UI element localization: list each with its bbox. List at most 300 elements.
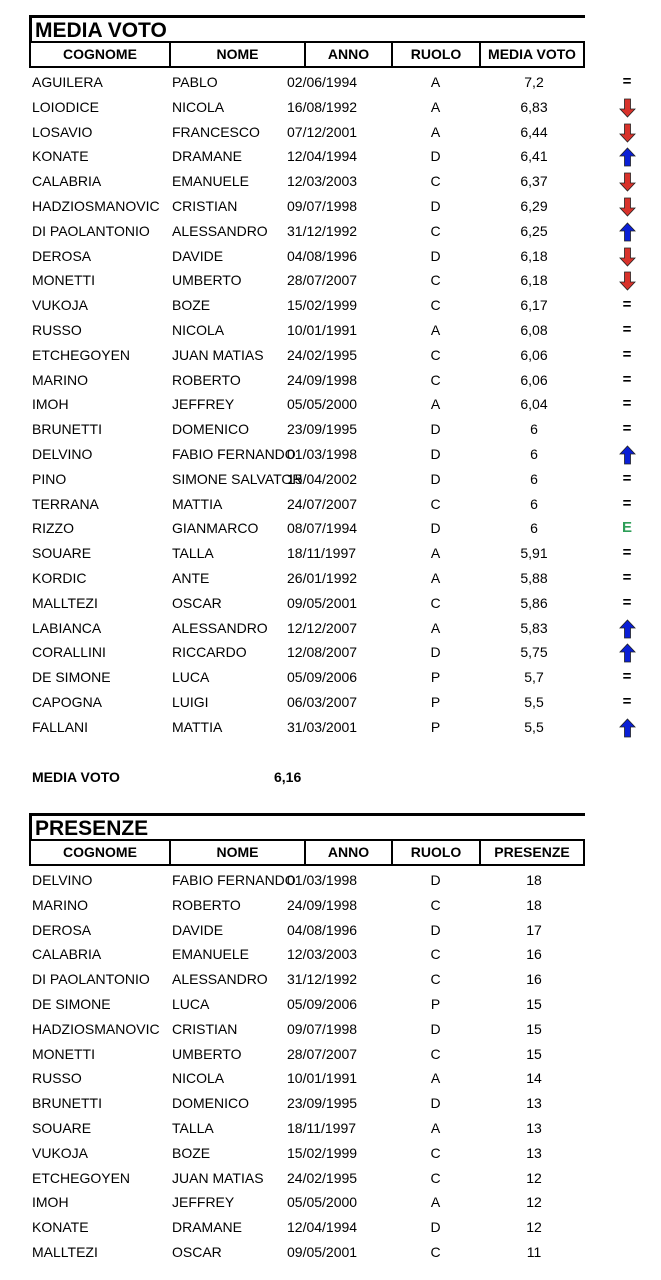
ruolo-cell: D <box>430 520 441 537</box>
header-ruolo: RUOLO <box>393 41 481 68</box>
cognome-cell: IMOH <box>32 1194 69 1211</box>
table-row <box>29 219 585 244</box>
ruolo-cell: A <box>430 545 441 562</box>
cognome-cell: SOUARE <box>32 1119 92 1136</box>
nome-cell: GIANMARCO <box>172 520 259 537</box>
table-row <box>29 169 585 194</box>
presenze-rows <box>29 868 585 1265</box>
nome-cell: NICOLA <box>172 321 225 338</box>
media-voto-cell: 5,75 <box>520 644 548 661</box>
cognome-cell: BRUNETTI <box>32 1095 102 1112</box>
table-row <box>29 715 585 740</box>
cognome-cell: DI PAOLANTONIO <box>32 222 150 239</box>
table-row <box>29 942 585 967</box>
nome-cell: ROBERTO <box>172 371 241 388</box>
table-row <box>29 70 632 95</box>
equal-icon: = <box>622 296 632 314</box>
nome-cell: CRISTIAN <box>172 1020 238 1037</box>
anno-cell: 06/03/2007 <box>287 693 358 710</box>
table-row <box>29 1240 585 1265</box>
media-voto-cell: 6 <box>530 421 538 438</box>
presenze-cell: 12 <box>526 1194 542 1211</box>
ruolo-cell: D <box>430 1020 441 1037</box>
cognome-cell: DELVINO <box>32 445 93 462</box>
table-row <box>29 1166 585 1191</box>
arrow-up-icon <box>617 144 637 169</box>
table-row <box>29 144 585 169</box>
table-row <box>29 442 585 467</box>
media-voto-cell: 6,18 <box>520 247 548 264</box>
header-nome: NOME <box>171 41 306 68</box>
presenze-cell: 18 <box>526 896 542 913</box>
ruolo-cell: C <box>430 272 441 289</box>
anno-cell: 10/01/1991 <box>287 321 358 338</box>
equal-icon: = <box>622 420 632 438</box>
table-row <box>29 616 585 641</box>
nome-cell: DOMENICO <box>172 421 249 438</box>
cognome-cell: MONETTI <box>32 1045 95 1062</box>
anno-cell: 18/11/1997 <box>287 1119 357 1136</box>
cognome-cell: AGUILERA <box>32 74 103 90</box>
presenze-section <box>29 813 585 1265</box>
media-voto-cell: 6,17 <box>520 297 548 314</box>
presenze-cell: 16 <box>526 971 542 988</box>
nome-cell: JUAN MATIAS <box>172 346 264 363</box>
ruolo-cell: P <box>430 669 441 686</box>
ruolo-cell: D <box>430 644 441 661</box>
table-row <box>29 868 585 893</box>
equal-icon: = <box>622 370 632 388</box>
presenze-cell: 11 <box>526 1243 542 1260</box>
arrow-down-icon <box>617 194 637 219</box>
cognome-cell: MALLTEZI <box>32 1243 98 1260</box>
nome-cell: OSCAR <box>172 1243 222 1260</box>
media-voto-cell: 6,29 <box>520 197 548 214</box>
ruolo-cell: A <box>430 1119 441 1136</box>
cognome-cell: SOUARE <box>32 545 92 562</box>
anno-cell: 09/07/1998 <box>287 1020 358 1037</box>
cognome-cell: RUSSO <box>32 321 82 338</box>
ruolo-cell: C <box>430 173 441 190</box>
anno-cell: 24/09/1998 <box>287 371 358 388</box>
equal-icon: = <box>622 544 632 562</box>
cognome-cell: ETCHEGOYEN <box>32 1169 131 1186</box>
anno-cell: 15/02/1999 <box>287 297 358 314</box>
cognome-cell: RUSSO <box>32 1070 82 1087</box>
ruolo-cell: D <box>430 148 441 165</box>
nome-cell: LUCA <box>172 669 210 686</box>
media-voto-cell: 6,06 <box>520 346 548 363</box>
table-row <box>29 120 585 145</box>
presenze-cell: 13 <box>526 1144 542 1161</box>
table-row <box>29 591 632 616</box>
presenze-cell: 16 <box>526 946 542 963</box>
nome-cell: OSCAR <box>172 594 222 611</box>
table-row <box>29 1017 585 1042</box>
table-row <box>29 194 585 219</box>
media-voto-cell: 6,37 <box>520 173 548 190</box>
anno-cell: 18/11/1997 <box>287 545 357 562</box>
equal-icon: = <box>622 469 632 487</box>
cognome-cell: MALLTEZI <box>32 594 98 611</box>
equal-icon: = <box>622 395 632 413</box>
arrow-up-icon <box>617 640 637 665</box>
table-row <box>29 368 632 393</box>
average-value: 6,16 <box>274 769 302 785</box>
ruolo-cell: P <box>430 693 441 710</box>
nome-cell: DOMENICO <box>172 1095 249 1112</box>
media-voto-cell: 6 <box>530 445 538 462</box>
presenze-cell: 13 <box>526 1095 542 1112</box>
media-voto-section <box>29 15 632 740</box>
table-row <box>29 293 632 318</box>
arrow-up-icon <box>617 715 637 740</box>
nome-cell: ROBERTO <box>172 896 241 913</box>
media-voto-cell: 5,91 <box>520 545 548 562</box>
table-row <box>29 244 585 269</box>
anno-cell: 24/02/1995 <box>287 1169 358 1186</box>
cognome-cell: DI PAOLANTONIO <box>32 971 150 988</box>
nome-cell: UMBERTO <box>172 272 242 289</box>
header-nome: NOME <box>171 839 306 866</box>
presenze-cell: 12 <box>526 1219 542 1236</box>
equal-icon: = <box>622 568 632 586</box>
header-cognome: COGNOME <box>29 839 171 866</box>
nome-cell: MATTIA <box>172 495 223 512</box>
cognome-cell: IMOH <box>32 396 69 413</box>
arrow-down-icon <box>617 268 637 293</box>
media-voto-header-row <box>29 41 585 68</box>
nome-cell: TALLA <box>172 545 214 562</box>
nome-cell: EMANUELE <box>172 946 250 963</box>
anno-cell: 12/04/1994 <box>287 1219 358 1236</box>
average-label: MEDIA VOTO <box>32 769 120 785</box>
nome-cell: MATTIA <box>172 718 223 735</box>
anno-cell: 16/08/1992 <box>287 98 358 115</box>
nome-cell: LUCA <box>172 995 210 1012</box>
table-row <box>29 516 632 541</box>
cognome-cell: DE SIMONE <box>32 669 111 686</box>
ruolo-cell: C <box>430 1243 441 1260</box>
table-row <box>29 467 632 492</box>
cognome-cell: DEROSA <box>32 247 92 264</box>
table-row <box>29 640 585 665</box>
media-voto-cell: 6,18 <box>520 272 548 289</box>
nome-cell: NICOLA <box>172 98 225 115</box>
cognome-cell: HADZIOSMANOVIC <box>32 197 160 214</box>
nome-cell: NICOLA <box>172 1070 225 1087</box>
nome-cell: SIMONE SALVATOR <box>172 470 303 487</box>
anno-cell: 07/12/2001 <box>287 123 358 140</box>
anno-cell: 28/07/2007 <box>287 272 358 289</box>
media-voto-cell: 5,5 <box>524 693 544 710</box>
nome-cell: FABIO FERNANDO <box>172 445 296 462</box>
cognome-cell: KONATE <box>32 1219 89 1236</box>
ruolo-cell: C <box>430 946 441 963</box>
equal-icon: = <box>622 345 632 363</box>
ruolo-cell: D <box>430 921 441 938</box>
ruolo-cell: D <box>430 872 441 888</box>
ruolo-cell: D <box>430 445 441 462</box>
cognome-cell: DEROSA <box>32 921 92 938</box>
ruolo-cell: D <box>430 470 441 487</box>
anno-cell: 01/03/1998 <box>287 445 358 462</box>
table-row <box>29 1116 585 1141</box>
anno-cell: 23/09/1995 <box>287 421 358 438</box>
table-row <box>29 893 585 918</box>
nome-cell: DAVIDE <box>172 247 224 264</box>
nome-cell: ANTE <box>172 569 210 586</box>
cognome-cell: TERRANA <box>32 495 99 512</box>
table-row <box>29 1215 585 1240</box>
ruolo-cell: C <box>430 971 441 988</box>
header-cognome: COGNOME <box>29 41 171 68</box>
media-voto-cell: 6,04 <box>520 396 548 413</box>
media-voto-cell: 7,2 <box>524 74 544 90</box>
ruolo-cell: C <box>430 896 441 913</box>
table-row <box>29 541 632 566</box>
media-voto-title: MEDIA VOTO <box>29 15 585 41</box>
ruolo-cell: D <box>430 421 441 438</box>
header-presenze: PRESENZE <box>481 839 585 866</box>
nome-cell: EMANUELE <box>172 173 250 190</box>
cognome-cell: MARINO <box>32 896 88 913</box>
table-row <box>29 492 632 517</box>
ruolo-cell: P <box>430 995 441 1012</box>
arrow-up-icon <box>617 219 637 244</box>
presenze-cell: 15 <box>526 995 542 1012</box>
arrow-down-icon <box>617 120 637 145</box>
header-anno: ANNO <box>306 41 393 68</box>
header-anno: ANNO <box>306 839 393 866</box>
media-voto-cell: 5,88 <box>520 569 548 586</box>
ruolo-cell: C <box>430 346 441 363</box>
ruolo-cell: C <box>430 297 441 314</box>
media-voto-cell: 6,08 <box>520 321 548 338</box>
table-row <box>29 318 632 343</box>
equal-icon: = <box>622 320 632 338</box>
table-row <box>29 918 585 943</box>
nome-cell: ALESSANDRO <box>172 619 268 636</box>
table-row <box>29 1190 585 1215</box>
anno-cell: 12/03/2003 <box>287 173 358 190</box>
table-row <box>29 392 632 417</box>
arrow-up-icon <box>617 442 637 467</box>
anno-cell: 09/05/2001 <box>287 594 358 611</box>
ruolo-cell: C <box>430 1144 441 1161</box>
cognome-cell: MARINO <box>32 371 88 388</box>
cognome-cell: LOSAVIO <box>32 123 93 140</box>
ruolo-cell: A <box>430 98 441 115</box>
nome-cell: TALLA <box>172 1119 214 1136</box>
media-voto-cell: 5,83 <box>520 619 548 636</box>
presenze-title: PRESENZE <box>29 813 585 839</box>
cognome-cell: DELVINO <box>32 872 93 888</box>
nome-cell: FABIO FERNANDO <box>172 872 296 888</box>
presenze-cell: 15 <box>526 1045 542 1062</box>
anno-cell: 04/08/1996 <box>287 247 358 264</box>
arrow-down-icon <box>617 169 637 194</box>
ruolo-cell: D <box>430 1095 441 1112</box>
nome-cell: PABLO <box>172 74 218 90</box>
anno-cell: 31/12/1992 <box>287 971 358 988</box>
presenze-cell: 13 <box>526 1119 542 1136</box>
nome-cell: BOZE <box>172 1144 211 1161</box>
cognome-cell: CALABRIA <box>32 946 102 963</box>
media-voto-cell: 6,44 <box>520 123 548 140</box>
equal-icon: = <box>622 73 632 90</box>
cognome-cell: HADZIOSMANOVIC <box>32 1020 160 1037</box>
nome-cell: JUAN MATIAS <box>172 1169 264 1186</box>
header-media-voto: MEDIA VOTO <box>481 41 585 68</box>
media-voto-cell: 6,83 <box>520 98 548 115</box>
ruolo-cell: C <box>430 222 441 239</box>
media-voto-cell: 6 <box>530 520 538 537</box>
anno-cell: 05/09/2006 <box>287 995 358 1012</box>
table-row <box>29 1042 585 1067</box>
media-voto-cell: 6,06 <box>520 371 548 388</box>
anno-cell: 15/04/2002 <box>287 470 358 487</box>
table-row <box>29 566 632 591</box>
presenze-cell: 15 <box>526 1020 542 1037</box>
cognome-cell: PINO <box>32 470 67 487</box>
anno-cell: 24/02/1995 <box>287 346 358 363</box>
cognome-cell: VUKOJA <box>32 1144 89 1161</box>
ruolo-cell: C <box>430 594 441 611</box>
anno-cell: 31/03/2001 <box>287 718 358 735</box>
nome-cell: DRAMANE <box>172 1219 243 1236</box>
anno-cell: 28/07/2007 <box>287 1045 358 1062</box>
equal-icon: = <box>622 692 632 710</box>
presenze-cell: 17 <box>526 921 542 938</box>
anno-cell: 15/02/1999 <box>287 1144 358 1161</box>
cognome-cell: LABIANCA <box>32 619 102 636</box>
cognome-cell: ETCHEGOYEN <box>32 346 131 363</box>
ruolo-cell: A <box>430 74 441 90</box>
ruolo-cell: A <box>430 1070 441 1087</box>
presenze-cell: 12 <box>526 1169 542 1186</box>
ruolo-cell: C <box>430 1045 441 1062</box>
nome-cell: CRISTIAN <box>172 197 238 214</box>
nome-cell: BOZE <box>172 297 211 314</box>
ruolo-cell: A <box>430 619 441 636</box>
table-row <box>29 1141 585 1166</box>
table-row <box>29 1091 585 1116</box>
media-voto-cell: 5,5 <box>524 718 544 735</box>
new-entry-icon: E <box>621 519 632 537</box>
cognome-cell: KONATE <box>32 148 89 165</box>
equal-icon: = <box>622 668 632 686</box>
anno-cell: 23/09/1995 <box>287 1095 358 1112</box>
anno-cell: 09/07/1998 <box>287 197 358 214</box>
anno-cell: 04/08/1996 <box>287 921 358 938</box>
anno-cell: 12/12/2007 <box>287 619 358 636</box>
anno-cell: 26/01/1992 <box>287 569 358 586</box>
anno-cell: 05/05/2000 <box>287 1194 358 1211</box>
ruolo-cell: A <box>430 396 441 413</box>
media-voto-cell: 5,86 <box>520 594 548 611</box>
arrow-down-icon <box>617 95 637 120</box>
equal-icon: = <box>622 593 632 611</box>
cognome-cell: BRUNETTI <box>32 421 102 438</box>
cognome-cell: CORALLINI <box>32 644 106 661</box>
cognome-cell: MONETTI <box>32 272 95 289</box>
cognome-cell: KORDIC <box>32 569 87 586</box>
cognome-cell: CALABRIA <box>32 173 102 190</box>
table-row <box>29 343 632 368</box>
table-row <box>29 665 632 690</box>
anno-cell: 24/09/1998 <box>287 896 358 913</box>
anno-cell: 31/12/1992 <box>287 222 358 239</box>
header-ruolo: RUOLO <box>393 839 481 866</box>
cognome-cell: CAPOGNA <box>32 693 103 710</box>
arrow-up-icon <box>617 616 637 641</box>
media-voto-cell: 5,7 <box>524 669 544 686</box>
media-voto-cell: 6 <box>530 495 538 512</box>
presenze-cell: 18 <box>526 872 542 888</box>
media-voto-cell: 6,25 <box>520 222 548 239</box>
cognome-cell: VUKOJA <box>32 297 89 314</box>
ruolo-cell: C <box>430 495 441 512</box>
nome-cell: DRAMANE <box>172 148 243 165</box>
media-voto-cell: 6,41 <box>520 148 548 165</box>
nome-cell: DAVIDE <box>172 921 224 938</box>
table-row <box>29 690 632 715</box>
ruolo-cell: A <box>430 321 441 338</box>
cognome-cell: FALLANI <box>32 718 89 735</box>
nome-cell: UMBERTO <box>172 1045 242 1062</box>
ruolo-cell: A <box>430 123 441 140</box>
ruolo-cell: C <box>430 371 441 388</box>
anno-cell: 12/08/2007 <box>287 644 358 661</box>
equal-icon: = <box>622 494 632 512</box>
arrow-down-icon <box>617 244 637 269</box>
anno-cell: 12/03/2003 <box>287 946 358 963</box>
presenze-cell: 14 <box>526 1070 542 1087</box>
nome-cell: RICCARDO <box>172 644 247 661</box>
table-row <box>29 992 585 1017</box>
table-row <box>29 967 585 992</box>
ruolo-cell: P <box>430 718 441 735</box>
anno-cell: 12/04/1994 <box>287 148 358 165</box>
media-voto-rows <box>29 70 632 740</box>
nome-cell: FRANCESCO <box>172 123 260 140</box>
nome-cell: ALESSANDRO <box>172 971 268 988</box>
anno-cell: 01/03/1998 <box>287 872 358 888</box>
anno-cell: 08/07/1994 <box>287 520 358 537</box>
anno-cell: 10/01/1991 <box>287 1070 358 1087</box>
table-row <box>29 417 632 442</box>
table-row <box>29 268 585 293</box>
anno-cell: 05/05/2000 <box>287 396 358 413</box>
anno-cell: 09/05/2001 <box>287 1243 358 1260</box>
table-row <box>29 1066 585 1091</box>
cognome-cell: RIZZO <box>32 520 74 537</box>
anno-cell: 24/07/2007 <box>287 495 358 512</box>
table-row <box>29 95 585 120</box>
cognome-cell: LOIODICE <box>32 98 99 115</box>
ruolo-cell: A <box>430 1194 441 1211</box>
anno-cell: 02/06/1994 <box>287 74 358 90</box>
nome-cell: LUIGI <box>172 693 209 710</box>
cognome-cell: DE SIMONE <box>32 995 111 1012</box>
ruolo-cell: D <box>430 197 441 214</box>
ruolo-cell: D <box>430 1219 441 1236</box>
presenze-header-row <box>29 839 585 866</box>
ruolo-cell: C <box>430 1169 441 1186</box>
ruolo-cell: A <box>430 569 441 586</box>
anno-cell: 05/09/2006 <box>287 669 358 686</box>
